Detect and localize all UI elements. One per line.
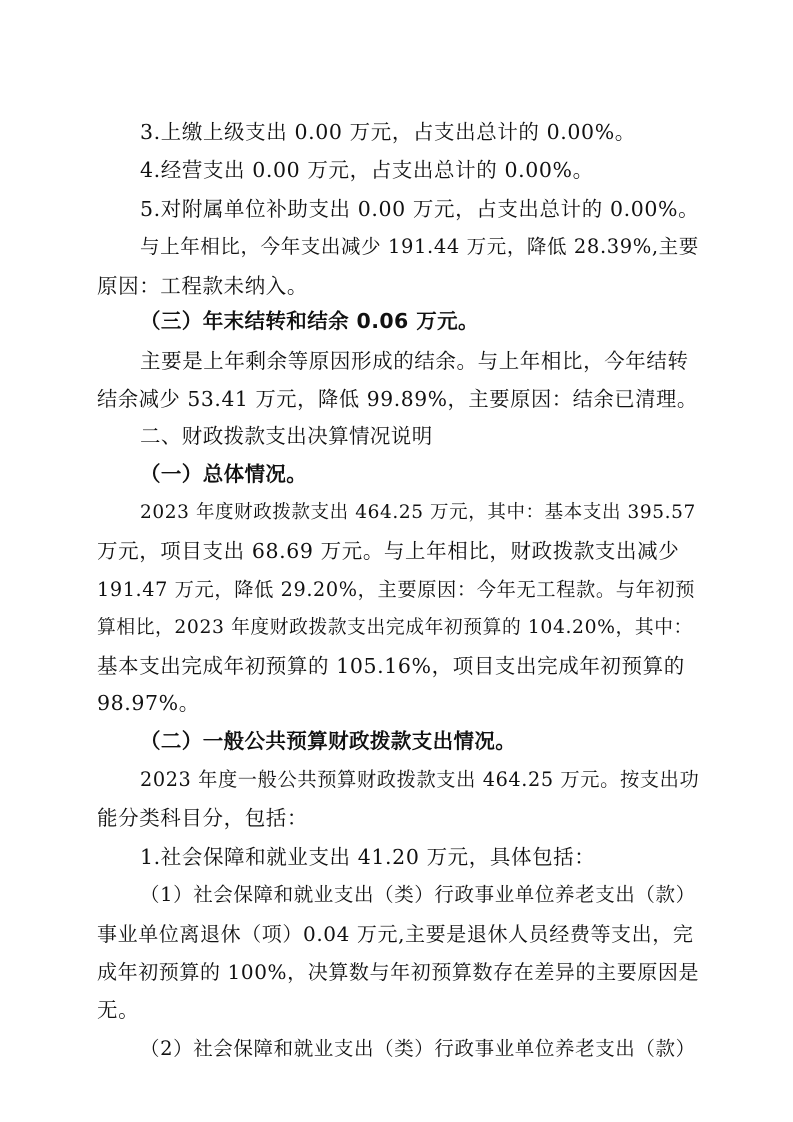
text-line: 3.上缴上级支出 0.00 万元，占支出总计的 0.00%。 bbox=[140, 120, 636, 144]
text-line: 无。 bbox=[97, 998, 140, 1022]
section-heading: （二）一般公共预算财政拨款支出情况。 bbox=[140, 729, 517, 753]
text-line: （1）社会保障和就业支出（类）行政事业单位养老支出（款） bbox=[140, 883, 696, 906]
text-line: （2）社会保障和就业支出（类）行政事业单位养老支出（款） bbox=[140, 1037, 696, 1060]
text-line: 能分类科目分，包括： bbox=[97, 806, 308, 830]
text-line: 主要是上年剩余等原因形成的结余。与上年相比，今年结转 bbox=[140, 349, 689, 373]
section-heading: （三）年末结转和结余 0.06 万元。 bbox=[140, 309, 479, 333]
text-line: 2023 年度财政拨款支出 464.25 万元，其中：基本支出 395.57 bbox=[140, 502, 696, 523]
text-line: 4.经营支出 0.00 万元，占支出总计的 0.00%。 bbox=[140, 158, 594, 182]
text-line: 1.社会保障和就业支出 41.20 万元，具体包括： bbox=[140, 845, 596, 869]
text-line: 191.47 万元，降低 29.20%，主要原因：今年无工程款。与年初预 bbox=[97, 578, 696, 601]
text-line: 基本支出完成年初预算的 105.16%，项目支出完成年初预算的 bbox=[97, 654, 685, 678]
section-heading: （一）总体情况。 bbox=[140, 462, 308, 486]
text-line: 5.对附属单位补助支出 0.00 万元，占支出总计的 0.00%。 bbox=[140, 197, 700, 221]
text-line: 成年初预算的 100%，决算数与年初预算数存在差异的主要原因是 bbox=[97, 960, 700, 984]
text-line: 2023 年度一般公共预算财政拨款支出 464.25 万元。按支出功 bbox=[140, 768, 700, 791]
chapter-heading: 二、财政拨款支出决算情况说明 bbox=[140, 424, 433, 448]
text-line: 算相比，2023 年度财政拨款支出完成年初预算的 104.20%，其中： bbox=[97, 617, 693, 638]
text-line: 98.97%。 bbox=[97, 691, 200, 715]
text-line: 与上年相比，今年支出减少 191.44 万元，降低 28.39%,主要 bbox=[140, 235, 699, 258]
text-line: 原因：工程款未纳入。 bbox=[97, 274, 308, 298]
text-line: 事业单位离退休（项）0.04 万元,主要是退休人员经费等支出，完 bbox=[97, 922, 694, 946]
text-line: 结余减少 53.41 万元，降低 99.89%，主要原因：结余已清理。 bbox=[97, 387, 698, 411]
text-line: 万元，项目支出 68.69 万元。与上年相比，财政拨款支出减少 bbox=[97, 539, 680, 563]
